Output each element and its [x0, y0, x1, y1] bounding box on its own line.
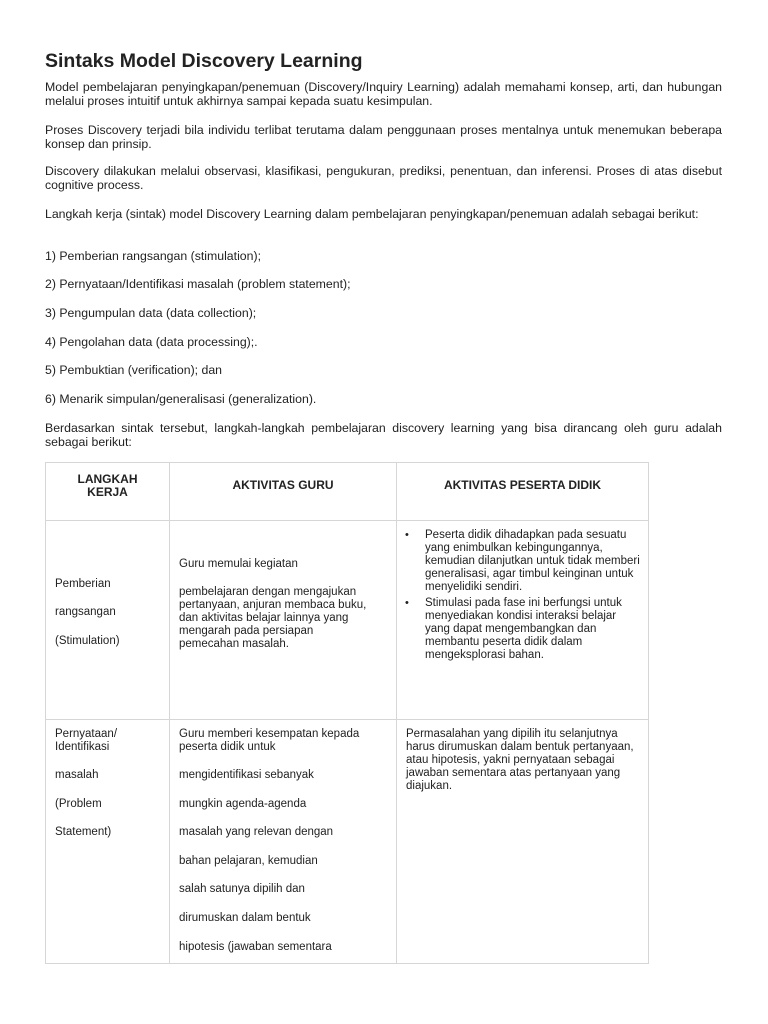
row1-step-line: rangsangan — [55, 606, 116, 618]
list-item: • Peserta didik dihadapkan pada sesuatu yang enimbulkan kebingungannya, kemudian dilanjutkan untuk tidak memberi generalisasi, agar timbul keinginan untuk menyelidiki sendiri. — [405, 529, 640, 593]
bullet-icon: • — [405, 597, 409, 609]
row2-teacher-line: dirumuskan dalam bentuk — [179, 912, 311, 924]
step-5: 5) Pembuktian (verification); dan — [45, 363, 223, 377]
row1-step-cell — [46, 521, 170, 720]
bullet-icon: • — [405, 529, 409, 541]
row1-step-line: (Stimulation) — [55, 635, 120, 647]
step-6: 6) Menarik simpulan/generalisasi (generalization). — [45, 392, 317, 406]
list-item: • Stimulasi pada fase ini berfungsi untuk menyediakan kondisi interaksi belajar yang dapat mengembangkan dan membantu peserta didik dalam mengeksplorasi bahan. — [405, 597, 622, 661]
row1-teacher-cell — [170, 521, 397, 720]
row2-step-first: Pernyataan/ Identifikasi — [55, 728, 118, 753]
paragraph-4: Langkah kerja (sintak) model Discovery Learning dalam pembelajaran penyingkapan/penemuan adalah sebagai berikut: — [45, 207, 699, 221]
row2-student-text: Permasalahan yang dipilih itu selanjutnya harus dirumuskan dalam bentuk pertanyaan, atau hipotesis, yakni pernyataan sebagai jawaban sementara atas pertanyaan yang diajukan. — [406, 728, 634, 792]
paragraph-2: Proses Discovery terjadi bila individu terlibat terutama dalam penggunaan proses mentalnya untuk menemukan beberapa konsep dan prinsip. — [45, 123, 722, 151]
header-langkah-kerja: LANGKAH KERJA — [46, 463, 170, 521]
row2-step-line: masalah — [55, 769, 99, 781]
row1-student-cell — [397, 521, 649, 720]
table-row — [46, 521, 649, 720]
page-title: Sintaks Model Discovery Learning — [45, 50, 363, 72]
row2-step-line: (Problem — [55, 798, 102, 810]
row2-teacher-line: masalah yang relevan dengan — [179, 826, 334, 838]
row1-teacher-line1: Guru memulai kegiatan — [179, 558, 298, 570]
row2-teacher-line: salah satunya dipilih dan — [179, 883, 305, 895]
paragraph-1: Model pembelajaran penyingkapan/penemuan (Discovery/Inquiry Learning) adalah memahami konsep, arti, dan hubungan melalui proses intuitif untuk akhirnya sampai kepada suatu kesimpulan. — [45, 80, 722, 108]
header-aktivitas-peserta-didik: AKTIVITAS PESERTA DIDIK — [397, 463, 649, 521]
syntax-table — [45, 462, 649, 964]
table-header-row — [46, 463, 649, 521]
row2-teacher-line: mungkin agenda-agenda — [179, 798, 307, 810]
row2-teacher-cell — [170, 720, 397, 964]
row2-student-cell — [397, 720, 649, 964]
row2-teacher-first: Guru memberi kesempatan kepada peserta didik untuk — [179, 728, 360, 753]
row1-teacher-line2: pembelajaran dengan mengajukan pertanyaan, anjuran membaca buku, dan aktivitas belajar lainnya yang mengarah pada persiapan pemecahan masalah. — [179, 586, 367, 650]
step-2: 2) Pernyataan/Identifikasi masalah (problem statement); — [45, 277, 351, 291]
row2-step-line: Statement) — [55, 826, 112, 838]
header-aktivitas-guru: AKTIVITAS GURU — [170, 463, 397, 521]
step-3: 3) Pengumpulan data (data collection); — [45, 306, 257, 320]
closing-paragraph: Berdasarkan sintak tersebut, langkah-langkah pembelajaran discovery learning yang bisa dirancang oleh guru adalah sebagai berikut: — [45, 421, 722, 449]
step-4: 4) Pengolahan data (data processing);. — [45, 335, 258, 349]
row2-teacher-line: bahan pelajaran, kemudian — [179, 855, 318, 867]
row2-teacher-line: mengidentifikasi sebanyak — [179, 769, 314, 781]
row2-teacher-line: hipotesis (jawaban sementara — [179, 941, 332, 953]
row2-step-cell — [46, 720, 170, 964]
row1-student-list — [397, 529, 640, 662]
paragraph-3: Discovery dilakukan melalui observasi, klasifikasi, pengukuran, prediksi, penentuan, dan inferensi. Proses di atas disebut cognitive process. — [45, 164, 722, 192]
table-row — [46, 720, 649, 964]
step-1: 1) Pemberian rangsangan (stimulation); — [45, 249, 261, 263]
row1-step-line: Pemberian — [55, 578, 111, 590]
